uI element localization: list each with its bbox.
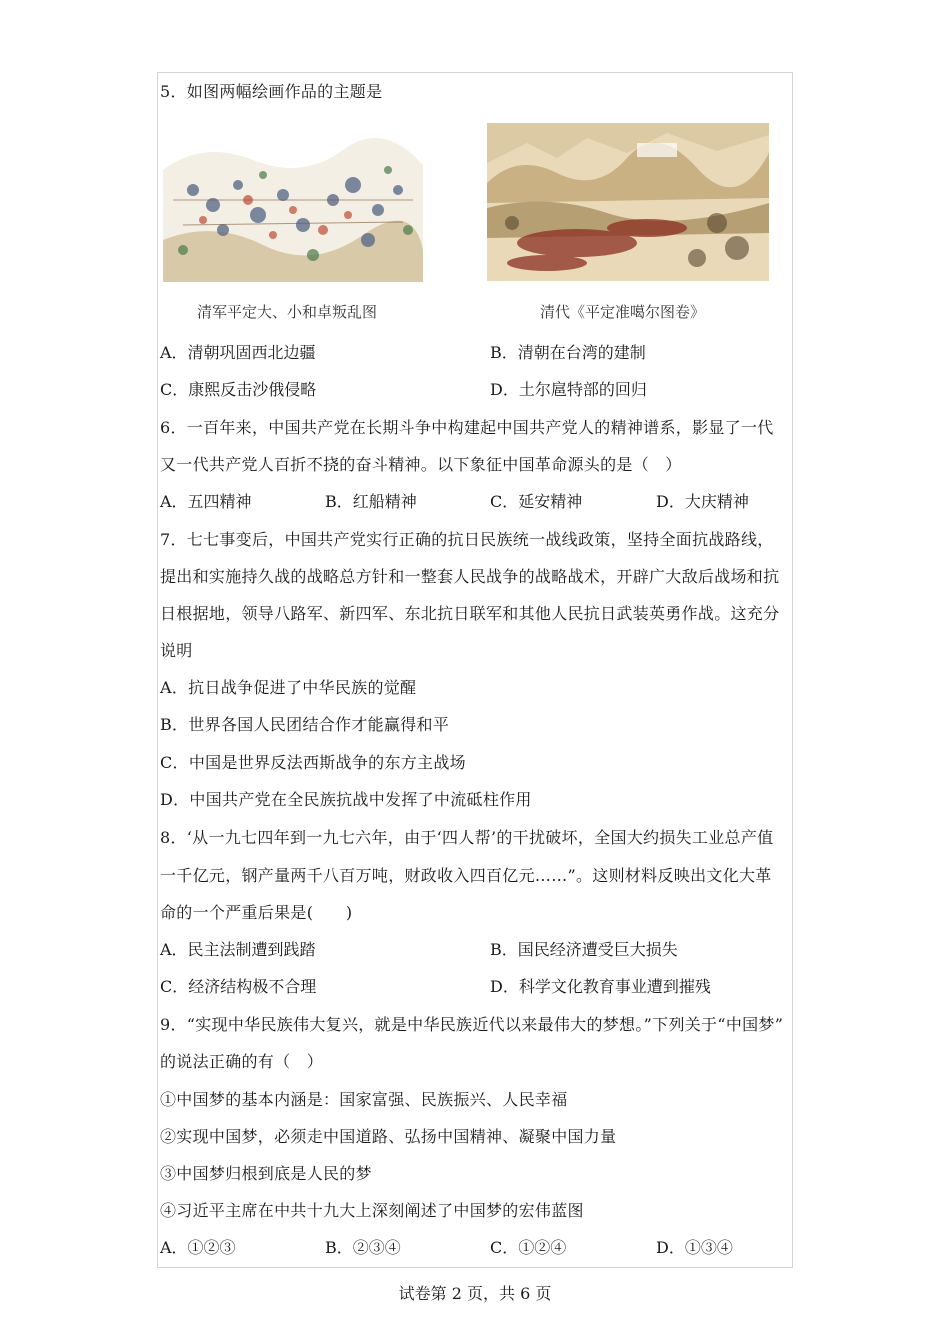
q7-option-c: C．中国是世界反法西斯战争的东方主战场 <box>160 753 466 772</box>
left-figure-caption: 清军平定大、小和卓叛乱图 <box>197 303 378 321</box>
q7-stem-line-3: 日根据地，领导八路军、新四军、东北抗日联军和其他人民抗日武装英勇作战。这充分 <box>160 604 780 623</box>
q8-option-c: C．经济结构极不合理 <box>160 977 317 996</box>
q6-option-d: D．大庆精神 <box>656 492 749 511</box>
q6-option-c: C．延安精神 <box>490 492 583 511</box>
q7-stem-line-1: 7．七七事变后，中国共产党实行正确的抗日民族统一战线政策，坚持全面抗战路线， <box>160 530 774 549</box>
q5-option-a: A．清朝巩固西北边疆 <box>160 343 316 362</box>
q9-option-c: C．①②④ <box>490 1238 567 1257</box>
q7-option-b: B．世界各国人民团结合作才能赢得和平 <box>160 715 450 734</box>
q9-option-d: D．①③④ <box>656 1238 733 1257</box>
q6-option-b: B．红船精神 <box>325 492 417 511</box>
q5-option-d: D．土尔扈特部的回归 <box>490 380 647 399</box>
q9-statement-3: ③中国梦归根到底是人民的梦 <box>160 1164 372 1183</box>
q9-statement-4: ④习近平主席在中共十九大上深刻阐述了中国梦的宏伟蓝图 <box>160 1201 584 1220</box>
q8-option-a: A．民主法制遭到践踏 <box>160 940 316 959</box>
q7-option-d: D．中国共产党在全民族抗战中发挥了中流砥柱作用 <box>160 790 532 809</box>
q9-stem-line-1: 9．“实现中华民族伟大复兴，就是中华民族近代以来最伟大的梦想。”下列关于“中国梦” <box>160 1015 784 1034</box>
q7-option-a: A．抗日战争促进了中华民族的觉醒 <box>160 678 417 697</box>
q7-stem-line-4: 说明 <box>160 641 193 660</box>
qing-suppress-khoja-painting <box>163 130 423 282</box>
right-figure-caption: 清代《平定准噶尔图卷》 <box>540 303 706 321</box>
q9-option-a: A．①②③ <box>160 1238 236 1257</box>
q6-option-a: A．五四精神 <box>160 492 252 511</box>
q6-stem-line-2: 又一代共产党人百折不挠的奋斗精神。以下象征中国革命源头的是（ ） <box>160 455 682 474</box>
q9-stem-line-2: 的说法正确的有（ ） <box>160 1052 324 1071</box>
q9-statement-1: ①中国梦的基本内涵是：国家富强、民族振兴、人民幸福 <box>160 1090 568 1109</box>
q7-stem-line-2: 提出和实施持久战的战略总方针和一整套人民战争的战略战术，开辟广大敌后战场和抗 <box>160 567 780 586</box>
q8-option-d: D．科学文化教育事业遭到摧残 <box>490 977 711 996</box>
q6-stem-line-1: 6．一百年来，中国共产党在长期斗争中构建起中国共产党人的精神谱系，影显了一代 <box>160 418 774 437</box>
q8-option-b: B．国民经济遭受巨大损失 <box>490 940 678 959</box>
q8-stem-line-1: 8．‘从一九七四年到一九七六年，由于‘四人帮’的干扰破坏，全国大约损失工业总产值 <box>160 828 774 847</box>
qing-pacify-dzungar-scroll-painting <box>487 123 769 281</box>
page-footer: 试卷第 2 页，共 6 页 <box>398 1284 552 1303</box>
q8-stem-line-2: 一千亿元，钢产量两千八百万吨，财政收入四百亿元……”。这则材料反映出文化大革 <box>160 866 772 885</box>
q5-option-c: C．康熙反击沙俄侵略 <box>160 380 317 399</box>
q9-statement-2: ②实现中国梦，必须走中国道路、弘扬中国精神、凝聚中国力量 <box>160 1127 617 1146</box>
q9-option-b: B．②③④ <box>325 1238 401 1257</box>
q8-stem-line-3: 命的一个严重后果是( ) <box>160 903 353 922</box>
q5-option-b: B．清朝在台湾的建制 <box>490 343 646 362</box>
q5-stem: 5．如图两幅绘画作品的主题是 <box>160 82 383 101</box>
